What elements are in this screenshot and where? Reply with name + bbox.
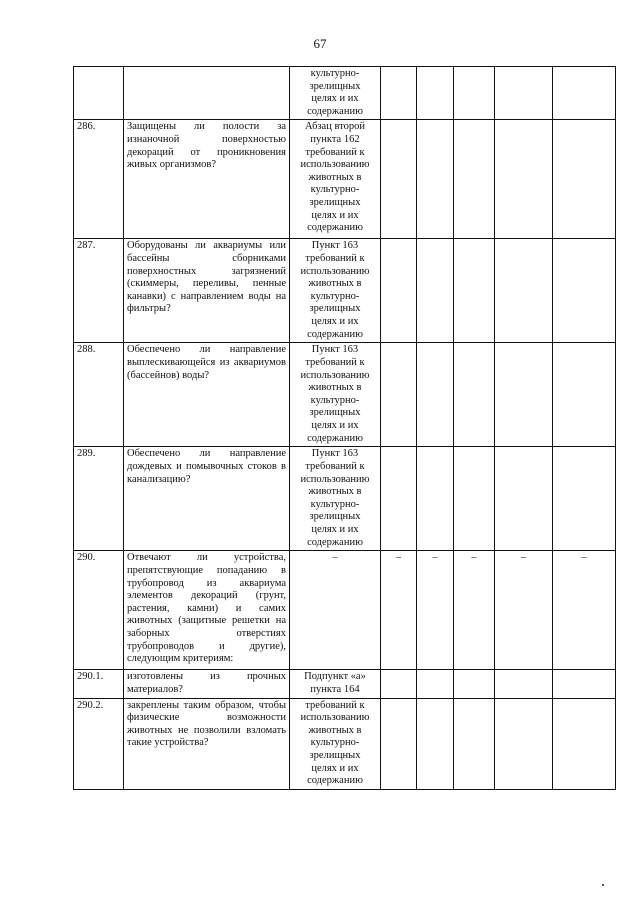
requirement-reference: Пункт 163 требований к использованию животных в культурно- зрелищных целях и их содержанию xyxy=(290,343,381,447)
answer-cell xyxy=(417,698,454,789)
answer-cell xyxy=(553,239,616,343)
item-number: 290.1. xyxy=(74,670,124,698)
answer-cell xyxy=(417,447,454,551)
answer-cell xyxy=(454,239,495,343)
answer-cell xyxy=(454,67,495,120)
answer-cell xyxy=(553,343,616,447)
requirement-reference: требований к использованию животных в культурно- зрелищных целях и их содержанию xyxy=(290,698,381,789)
scan-speck xyxy=(602,884,604,886)
answer-cell xyxy=(417,239,454,343)
answer-cell xyxy=(553,698,616,789)
question-text: Оборудованы ли аквариумы или бассейны сборниками поверхностных загрязнений (скиммеры, переливы, пенные канавки) с направлением воды на фильтры? xyxy=(124,239,290,343)
table-row xyxy=(74,698,616,789)
answer-cell xyxy=(417,120,454,239)
table-row xyxy=(74,67,616,120)
answer-cell: – xyxy=(454,551,495,670)
table-row xyxy=(74,239,616,343)
requirement-reference: – xyxy=(290,551,381,670)
requirement-reference: Пункт 163 требований к использованию животных в культурно- зрелищных целях и их содержанию xyxy=(290,239,381,343)
requirement-reference: культурно- зрелищных целях и их содержанию xyxy=(290,67,381,120)
answer-cell xyxy=(381,698,417,789)
answer-cell xyxy=(454,120,495,239)
answer-cell xyxy=(553,120,616,239)
answer-cell xyxy=(495,447,553,551)
question-text: закреплены таким образом, чтобы физические возможности животных не позволили взломать такие устройства? xyxy=(124,698,290,789)
answer-cell xyxy=(454,447,495,551)
answer-cell xyxy=(381,67,417,120)
table-row xyxy=(74,670,616,698)
answer-cell: – xyxy=(417,551,454,670)
answer-cell: – xyxy=(381,551,417,670)
answer-cell xyxy=(553,670,616,698)
requirement-reference: Подпункт «а» пункта 164 xyxy=(290,670,381,698)
answer-cell xyxy=(553,67,616,120)
checklist-table xyxy=(73,66,616,790)
page-number: 67 xyxy=(313,36,327,51)
answer-cell xyxy=(495,670,553,698)
answer-cell xyxy=(495,698,553,789)
question-text: Отвечают ли устройства, препятствующие попаданию в трубопровод из аквариума элементов декораций (грунт, растения, камни) и самих животных (защитные решетки на заборных отверстиях трубопроводов и другие), следующим критериям: xyxy=(124,551,290,670)
requirement-reference: Абзац второй пункта 162 требований к использованию животных в культурно- зрелищных целях и их содержанию xyxy=(290,120,381,239)
requirement-reference: Пункт 163 требований к использованию животных в культурно- зрелищных целях и их содержанию xyxy=(290,447,381,551)
answer-cell xyxy=(454,343,495,447)
answer-cell xyxy=(381,120,417,239)
answer-cell xyxy=(381,343,417,447)
answer-cell xyxy=(495,120,553,239)
item-number xyxy=(74,67,124,120)
question-text: Защищены ли полости за изнаночной поверхностью декораций от проникновения живых организмов? xyxy=(124,120,290,239)
question-text xyxy=(124,67,290,120)
table-row xyxy=(74,343,616,447)
answer-cell xyxy=(417,67,454,120)
item-number: 290.2. xyxy=(74,698,124,789)
table-row xyxy=(74,447,616,551)
item-number: 287. xyxy=(74,239,124,343)
answer-cell xyxy=(495,67,553,120)
item-number: 288. xyxy=(74,343,124,447)
question-text: изготовлены из прочных материалов? xyxy=(124,670,290,698)
answer-cell xyxy=(454,670,495,698)
answer-cell: – xyxy=(553,551,616,670)
item-number: 286. xyxy=(74,120,124,239)
answer-cell xyxy=(417,670,454,698)
item-number: 289. xyxy=(74,447,124,551)
answer-cell: – xyxy=(495,551,553,670)
answer-cell xyxy=(495,239,553,343)
table-row xyxy=(74,551,616,670)
answer-cell xyxy=(495,343,553,447)
answer-cell xyxy=(381,670,417,698)
question-text: Обеспечено ли направление дождевых и помывочных стоков в канализацию? xyxy=(124,447,290,551)
answer-cell xyxy=(454,698,495,789)
table-row xyxy=(74,120,616,239)
answer-cell xyxy=(381,239,417,343)
answer-cell xyxy=(381,447,417,551)
item-number: 290. xyxy=(74,551,124,670)
answer-cell xyxy=(417,343,454,447)
question-text: Обеспечено ли направление выплескивающейся из аквариумов (бассейнов) воды? xyxy=(124,343,290,447)
answer-cell xyxy=(553,447,616,551)
